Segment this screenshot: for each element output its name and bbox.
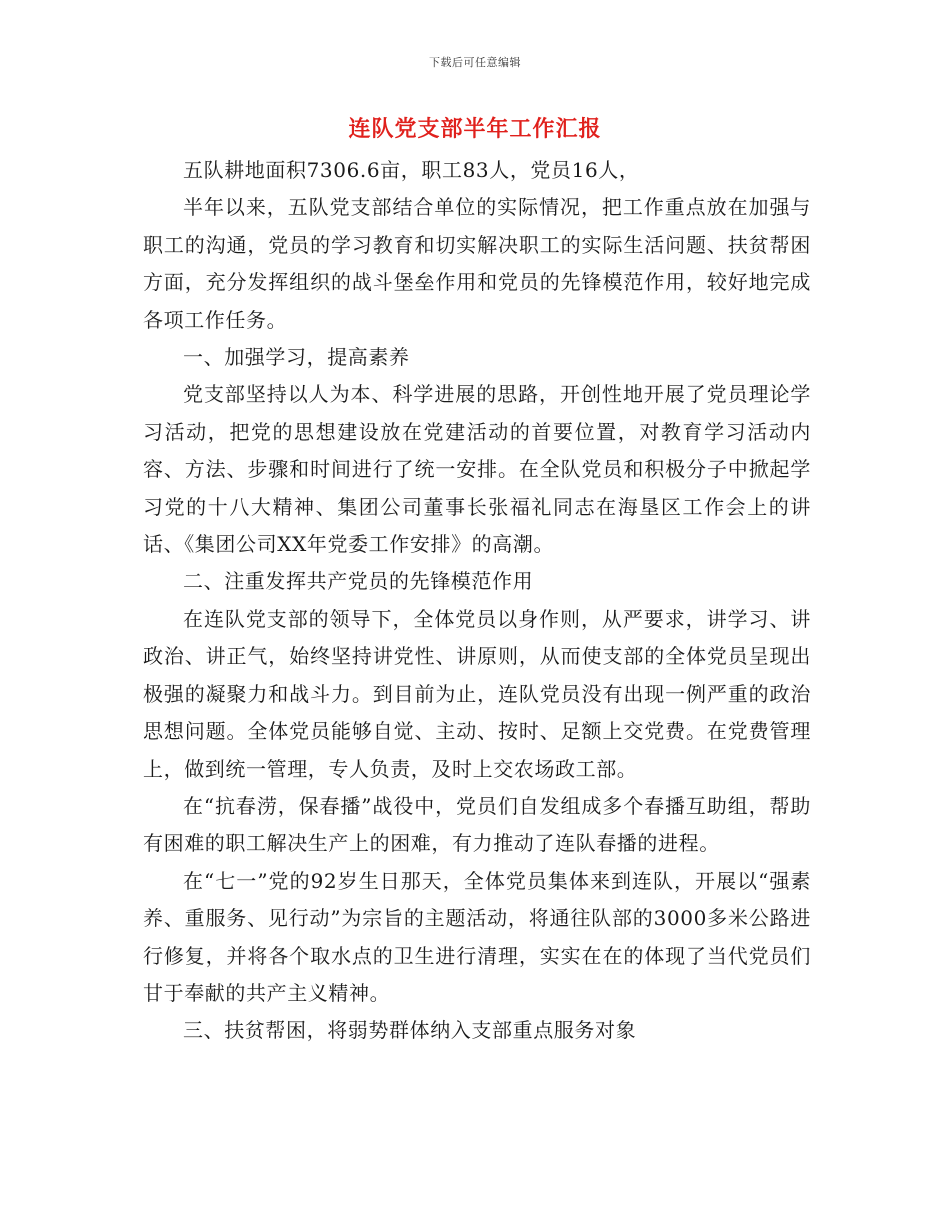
- document-body: [143, 152, 811, 1050]
- intro-stats-paragraph: 五队耕地面积7306.6亩，职工83人，党员16人，: [183, 158, 640, 182]
- section-2-paragraph: 在连队党支部的领导下，全体党员以身作则，从严要求，讲学习、讲政治、讲正气，始终坚持讲党性、讲原则，从而使支部的全体党员呈现出极强的凝聚力和战斗力。到目前为止，连队党员没有出现一例严重的政治思想问题。全体党员能够自觉、主动、按时、足额上交党费。在党费管理上，做到统一管理，专人负责，及时上交农场政工部。: [143, 606, 811, 781]
- document-title: 连队党支部半年工作汇报: [348, 117, 602, 142]
- section-heading-3: 三、扶贫帮困，将弱势群体纳入支部重点服务对象: [183, 1018, 637, 1043]
- header-note: 下载后可任意编辑: [429, 56, 521, 69]
- section-1-paragraph: 党支部坚持以人为本、科学进展的思路，开创性地开展了党员理论学习活动，把党的思想建设放在党建活动的首要位置，对教育学习活动内容、方法、步骤和时间进行了统一安排。在全队党员和积极分子中掀起学习党的十八大精神、集团公司董事长张福礼同志在海垦区工作会上的讲话、《集团公司XX年党委工作安排》的高潮。: [143, 382, 811, 557]
- july-first-paragraph: 在“七一”党的92岁生日那天，全体党员集体来到连队，开展以“强素养、重服务、见行动”为宗旨的主题活动，将通往队部的3000多米公路进行修复，并将各个取水点的卫生进行清理，实实在在的体现了当代党员们甘于奉献的共产主义精神。: [143, 868, 811, 1005]
- summary-paragraph: 半年以来，五队党支部结合单位的实际情况，把工作重点放在加强与职工的沟通，党员的学习教育和切实解决职工的实际生活问题、扶贫帮困方面，充分发挥组织的战斗堡垒作用和党员的先锋模范作用，较好地完成各项工作任务。: [143, 195, 811, 332]
- section-heading-2: 二、注重发挥共产党员的先锋模范作用: [183, 569, 534, 594]
- section-heading-1: 一、加强学习，提高素养: [183, 345, 410, 370]
- spring-sowing-paragraph: 在“抗春涝，保春播”战役中，党员们自发组成多个春播互助组，帮助有困难的职工解决生产上的困难，有力推动了连队春播的进程。: [143, 793, 811, 856]
